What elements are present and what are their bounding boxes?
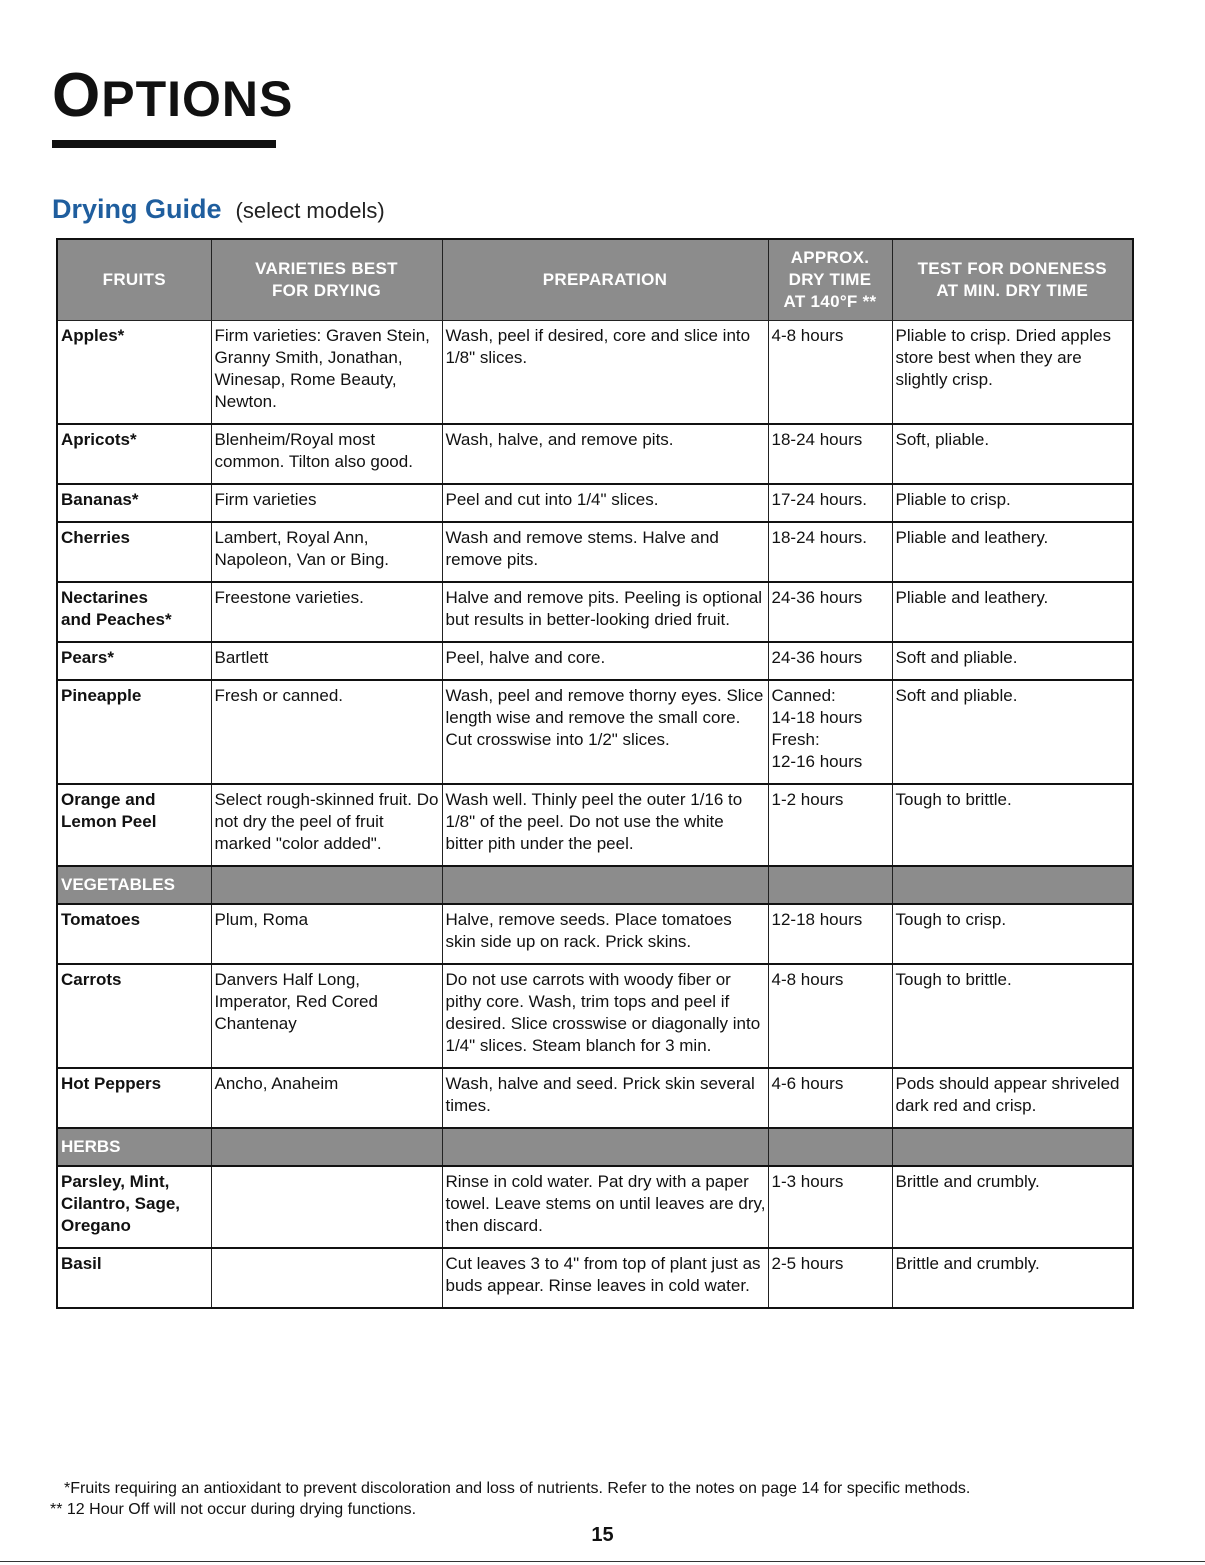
- category-cell: [892, 866, 1133, 904]
- category-cell: [768, 866, 892, 904]
- table-row: [57, 582, 1133, 642]
- footnote-hour-off: ** 12 Hour Off will not occur during drying functions.: [50, 1501, 417, 1518]
- category-cell: [211, 866, 442, 904]
- column-header-preparation: PREPARATION: [442, 239, 768, 321]
- item-varieties: Plum, Roma: [211, 904, 442, 964]
- item-dry-time: Canned: 14-18 hours Fresh: 12-16 hours: [768, 680, 892, 784]
- item-doneness-test: Pliable to crisp.: [892, 484, 1133, 522]
- item-dry-time: 1-2 hours: [768, 784, 892, 866]
- item-name: Carrots: [57, 964, 211, 1068]
- item-preparation: Halve, remove seeds. Place tomatoes skin side up on rack. Prick skins.: [442, 904, 768, 964]
- category-row-vegetables: [57, 866, 1133, 904]
- item-preparation: Peel, halve and core.: [442, 642, 768, 680]
- column-header-fruits: FRUITS: [57, 239, 211, 321]
- drying-guide-table: [56, 238, 1134, 1309]
- page-number: 15: [591, 1524, 614, 1546]
- item-preparation: Rinse in cold water. Pat dry with a paper towel. Leave stems on until leaves are dry, then discard.: [442, 1166, 768, 1248]
- item-name: Pears*: [57, 642, 211, 680]
- table-body: [57, 321, 1133, 1309]
- item-dry-time: 2-5 hours: [768, 1248, 892, 1308]
- column-header-doneness-test: TEST FOR DONENESS AT MIN. DRY TIME: [892, 239, 1133, 321]
- item-preparation: Cut leaves 3 to 4" from top of plant just as buds appear. Rinse leaves in cold water.: [442, 1248, 768, 1308]
- item-preparation: Wash, peel and remove thorny eyes. Slice length wise and remove the small core. Cut crosswise into 1/2" slices.: [442, 680, 768, 784]
- item-name: Bananas*: [57, 484, 211, 522]
- item-preparation: Wash well. Thinly peel the outer 1/16 to 1/8" of the peel. Do not use the white bitter pith under the peel.: [442, 784, 768, 866]
- table-row: [57, 424, 1133, 484]
- item-name: Pineapple: [57, 680, 211, 784]
- table-row: [57, 642, 1133, 680]
- table-row: [57, 784, 1133, 866]
- item-dry-time: 24-36 hours: [768, 642, 892, 680]
- item-preparation: Halve and remove pits. Peeling is optional but results in better-looking dried fruit.: [442, 582, 768, 642]
- item-dry-time: 18-24 hours.: [768, 522, 892, 582]
- item-doneness-test: Brittle and crumbly.: [892, 1166, 1133, 1248]
- category-label: VEGETABLES: [57, 866, 211, 904]
- item-doneness-test: Tough to crisp.: [892, 904, 1133, 964]
- item-name: Apples*: [57, 321, 211, 425]
- section-heading: [52, 194, 385, 225]
- item-doneness-test: Soft and pliable.: [892, 642, 1133, 680]
- item-varieties: Blenheim/Royal most common. Tilton also good.: [211, 424, 442, 484]
- item-varieties: Ancho, Anaheim: [211, 1068, 442, 1128]
- item-name: Hot Peppers: [57, 1068, 211, 1128]
- item-preparation: Wash, halve, and remove pits.: [442, 424, 768, 484]
- item-doneness-test: Pliable to crisp. Dried apples store best when they are slightly crisp.: [892, 321, 1133, 425]
- category-cell: [892, 1128, 1133, 1166]
- page-title: [52, 61, 294, 130]
- category-cell: [211, 1128, 442, 1166]
- item-doneness-test: Pliable and leathery.: [892, 582, 1133, 642]
- item-doneness-test: Tough to brittle.: [892, 784, 1133, 866]
- category-cell: [442, 866, 768, 904]
- item-dry-time: 1-3 hours: [768, 1166, 892, 1248]
- bottom-rule: [0, 1561, 1205, 1562]
- title-underline: [52, 140, 276, 148]
- item-dry-time: 18-24 hours: [768, 424, 892, 484]
- category-label: HERBS: [57, 1128, 211, 1166]
- item-name: Parsley, Mint, Cilantro, Sage, Oregano: [57, 1166, 211, 1248]
- item-doneness-test: Brittle and crumbly.: [892, 1248, 1133, 1308]
- table-row: [57, 680, 1133, 784]
- item-preparation: Wash, halve and seed. Prick skin several times.: [442, 1068, 768, 1128]
- item-doneness-test: Pliable and leathery.: [892, 522, 1133, 582]
- section-title: Drying Guide: [52, 194, 222, 224]
- item-varieties: Firm varieties: [211, 484, 442, 522]
- column-header-dry-time: APPROX. DRY TIME AT 140°F **: [768, 239, 892, 321]
- item-dry-time: 4-8 hours: [768, 321, 892, 425]
- item-varieties: Bartlett: [211, 642, 442, 680]
- item-varieties: [211, 1248, 442, 1308]
- item-name: Apricots*: [57, 424, 211, 484]
- table-row: [57, 904, 1133, 964]
- item-preparation: Wash and remove stems. Halve and remove pits.: [442, 522, 768, 582]
- item-preparation: Peel and cut into 1/4" slices.: [442, 484, 768, 522]
- section-note: (select models): [235, 198, 385, 223]
- item-preparation: Do not use carrots with woody fiber or pithy core. Wash, trim tops and peel if desired. Slice crosswise or diagonally into 1/4" slices. Steam blanch for 3 min.: [442, 964, 768, 1068]
- item-doneness-test: Tough to brittle.: [892, 964, 1133, 1068]
- category-cell: [768, 1128, 892, 1166]
- item-varieties: [211, 1166, 442, 1248]
- item-varieties: Lambert, Royal Ann, Napoleon, Van or Bing.: [211, 522, 442, 582]
- table-row: [57, 1068, 1133, 1128]
- category-row-herbs: [57, 1128, 1133, 1166]
- item-varieties: Select rough-skinned fruit. Do not dry the peel of fruit marked "color added".: [211, 784, 442, 866]
- table-row: [57, 321, 1133, 425]
- page-title-rest: PTIONS: [101, 71, 294, 127]
- item-doneness-test: Soft, pliable.: [892, 424, 1133, 484]
- table-row: [57, 964, 1133, 1068]
- item-name: Tomatoes: [57, 904, 211, 964]
- item-dry-time: 12-18 hours: [768, 904, 892, 964]
- item-dry-time: 4-6 hours: [768, 1068, 892, 1128]
- footnotes: [50, 1478, 1160, 1520]
- table-row: [57, 484, 1133, 522]
- item-name: Cherries: [57, 522, 211, 582]
- item-varieties: Freestone varieties.: [211, 582, 442, 642]
- item-varieties: Fresh or canned.: [211, 680, 442, 784]
- column-header-varieties: VARIETIES BEST FOR DRYING: [211, 239, 442, 321]
- item-name: Basil: [57, 1248, 211, 1308]
- table-header-row: [57, 239, 1133, 321]
- item-doneness-test: Soft and pliable.: [892, 680, 1133, 784]
- item-varieties: Danvers Half Long, Imperator, Red Cored Chantenay: [211, 964, 442, 1068]
- category-cell: [442, 1128, 768, 1166]
- item-dry-time: 4-8 hours: [768, 964, 892, 1068]
- footnote-antioxidant: *Fruits requiring an antioxidant to prevent discoloration and loss of nutrients. Refer to the notes on page 14 for specific methods.: [64, 1480, 971, 1497]
- item-preparation: Wash, peel if desired, core and slice into 1/8" slices.: [442, 321, 768, 425]
- item-dry-time: 24-36 hours: [768, 582, 892, 642]
- table-row: [57, 1248, 1133, 1308]
- item-doneness-test: Pods should appear shriveled dark red and crisp.: [892, 1068, 1133, 1128]
- table-row: [57, 1166, 1133, 1248]
- page-title-initial: O: [52, 61, 102, 130]
- item-name: Nectarines and Peaches*: [57, 582, 211, 642]
- table-row: [57, 522, 1133, 582]
- item-name: Orange and Lemon Peel: [57, 784, 211, 866]
- item-dry-time: 17-24 hours.: [768, 484, 892, 522]
- item-varieties: Firm varieties: Graven Stein, Granny Smith, Jonathan, Winesap, Rome Beauty, Newton.: [211, 321, 442, 425]
